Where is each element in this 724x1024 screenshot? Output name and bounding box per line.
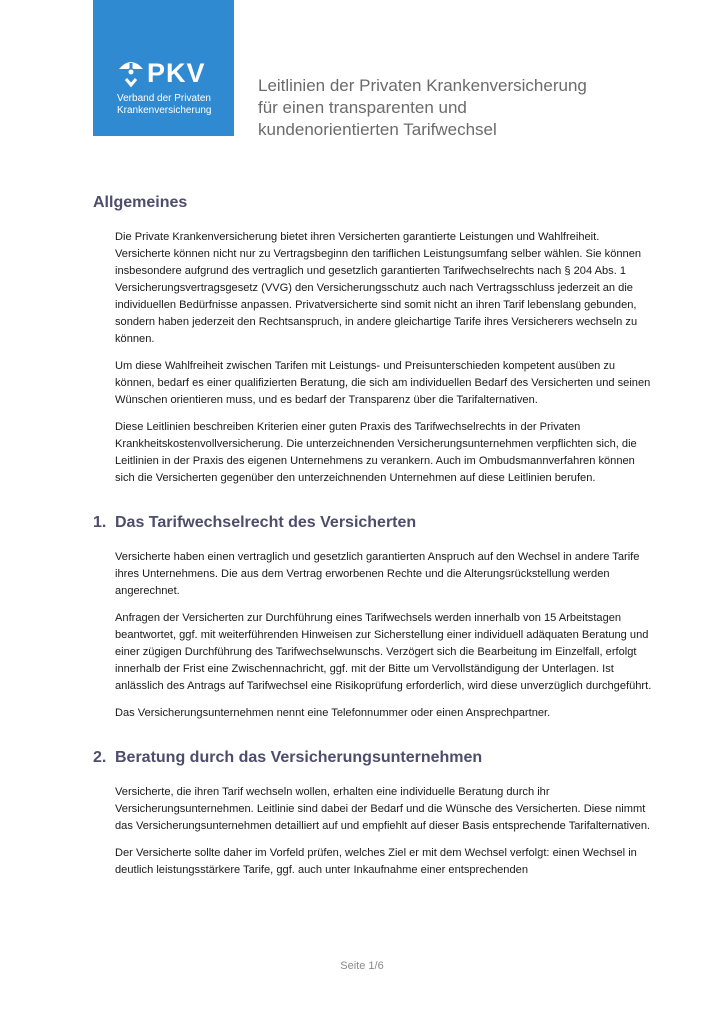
paragraph: Das Versicherungsunternehmen nennt eine Telefonnummer oder einen Ansprechpartner. [115, 707, 551, 719]
logo-subtitle-line1: Verband der Privaten [117, 93, 211, 104]
logo-name: PKV [147, 58, 206, 88]
paragraph: Versicherte haben einen vertraglich und gesetzlich garantierten Anspruch auf den Wechsel in andere Tarife ihres Unternehmens. Die aus dem Vertrag erworbenen Rechte und die Alterungsrückstellung werden angerechnet. [115, 551, 640, 597]
document-body [93, 192, 653, 879]
logo-subtitle-line2: Krankenversicherung [117, 105, 212, 116]
paragraph: Versicherte, die ihren Tarif wechseln wollen, erhalten eine individuelle Beratung durch ihr Versicherungsunternehmen. Leitlinie sind dabei der Bedarf und die Wünsche des Versicherten. Diese nimmt das Versicherungsunternehmen detailliert auf und empfiehlt auf dieser Basis entsprechende Tarifalternativen. [115, 786, 651, 832]
section-beratung [93, 747, 653, 879]
pkv-umbrella-icon [117, 57, 145, 89]
section-number: 2. [93, 749, 107, 766]
paragraph: Die Private Krankenversicherung bietet ihren Versicherten garantierte Leistungen und Wahlfreiheit. Versicherte können nicht nur zu Vertragsbeginn den tariflichen Leistungsumfang selber wählen. Sie können insbesondere aufgrund des vertraglich und gesetzlich garantierten Tarifwechselrechts nach § 204 Abs. 1 Versicherungsvertragsgesetz (VVG) den Versicherungsschutz auch nach Vertragsschluss jederzeit an die individuellen Bedürfnisse anpassen. Privatversicherte sind somit nicht an ihren Tarif lebenslang gebunden, sondern haben jederzeit den Rechtsanspruch, in andere gleichartige Tarife ihres Versicherers wechseln zu können. [115, 231, 642, 345]
page-number: Seite 1/6 [340, 960, 384, 972]
title-line-2: für einen transparenten und [258, 98, 467, 117]
section-tarifwechselrecht [93, 512, 653, 722]
paragraph: Anfragen der Versicherten zur Durchführung eines Tarifwechsels werden innerhalb von 15 Arbeitstagen beantwortet, ggf. mit weiterführenden Hinweisen zur Sicherstellung einer individuell adäquaten Beratung und einer zügigen Durchführung des Tarifwechselwunschs. Verzögert sich die Bearbeitung im Einzelfall, erfolgt innerhalb der Frist eine Zwischennachricht, ggf. mit der Bitte um Vervollständigung der Unterlagen. Ist anlässlich des Antrags auf Tarifwechsel eine Risikoprüfung erforderlich, wird diese unverzüglich durchgeführt. [115, 612, 652, 692]
section-title: Beratung durch das Versicherungsunternehmen [115, 749, 483, 766]
title-line-1: Leitlinien der Privaten Krankenversicherung [258, 76, 587, 95]
section-title: Allgemeines [93, 194, 188, 211]
pkv-logo [93, 0, 234, 136]
section-allgemeines [93, 192, 653, 487]
document-title [258, 75, 688, 141]
section-heading [93, 192, 653, 214]
section-number: 1. [93, 514, 107, 531]
section-title: Das Tarifwechselrecht des Versicherten [115, 514, 417, 531]
paragraph: Der Versicherte sollte daher im Vorfeld prüfen, welches Ziel er mit dem Wechsel verfolgt: einen Wechsel in deutlich leistungsstärkere Tarife, ggf. auch unter Inkaufnahme einer entsprechenden [115, 847, 637, 876]
title-line-3: kundenorientierten Tarifwechsel [258, 120, 497, 139]
section-heading [93, 512, 653, 534]
section-heading [93, 747, 653, 769]
paragraph: Diese Leitlinien beschreiben Kriterien einer guten Praxis des Tarifwechselrechts in der Privaten Krankheitskostenvollversicherung. Die unterzeichnenden Versicherungsunternehmen verpflichten sich, die Leitlinien in der Praxis des eigenen Unternehmens zu verankern. Auch im Ombudsmannverfahren können sich die Versicherten gegenüber den unterzeichnenden Unternehmen auf diese Leitlinien berufen. [115, 421, 637, 484]
paragraph: Um diese Wahlfreiheit zwischen Tarifen mit Leistungs- und Preisunterschieden kompetent ausüben zu können, bedarf es einer qualifizierten Beratung, die sich am individuellen Bedarf des Versicherten und seinen Wünschen orientieren muss, und es bedarf der Transparenz über die Tarifalternativen. [115, 360, 651, 406]
logo-subtitle [117, 93, 212, 117]
